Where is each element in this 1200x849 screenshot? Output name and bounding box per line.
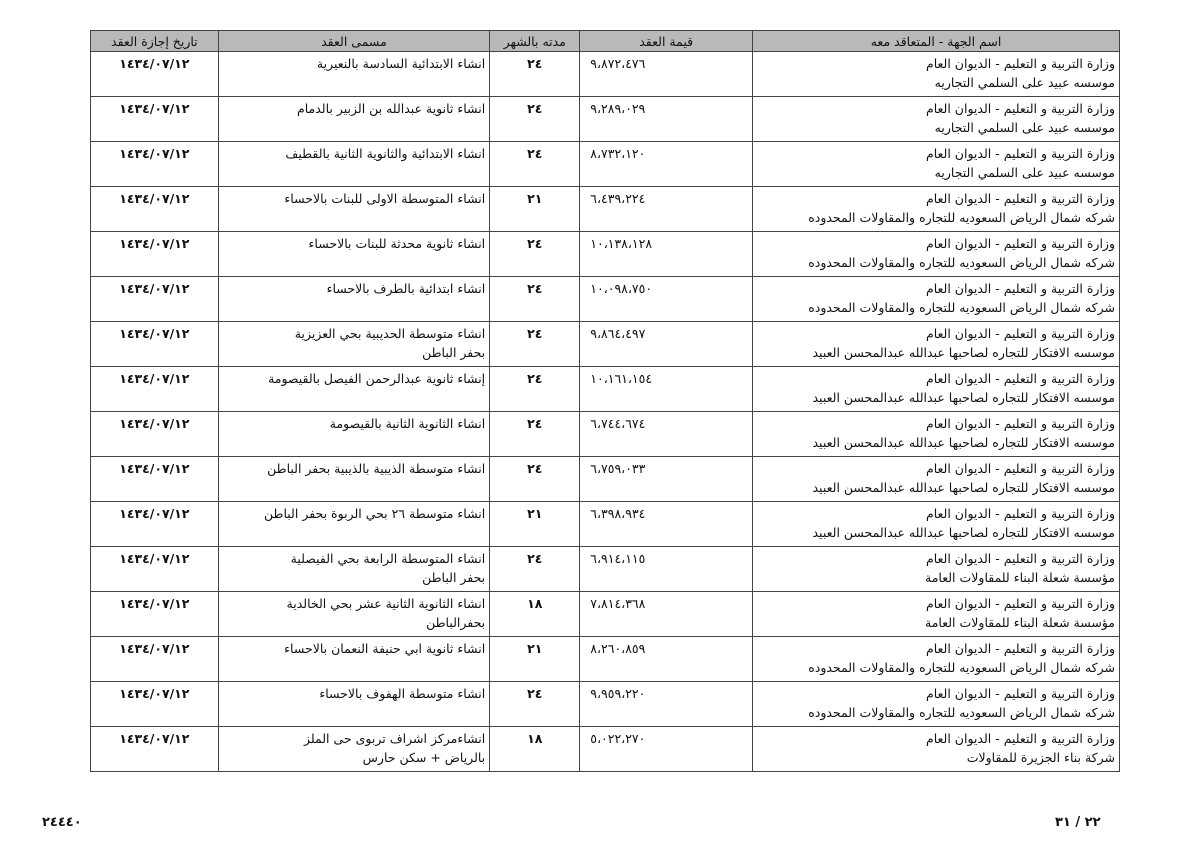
cell-approval-date: ١٤٣٤/٠٧/١٢ xyxy=(91,367,219,412)
entity-ministry: وزارة التربية و التعليم - الديوان العام xyxy=(925,551,1115,566)
cell-contract-value: ٩،٨٧٢،٤٧٦ xyxy=(580,52,753,97)
entity-ministry: وزارة التربية و التعليم - الديوان العام xyxy=(925,416,1115,431)
entity-contractor: شركة بناء الجزيرة للمقاولات xyxy=(966,750,1115,765)
entity-ministry: وزارة التربية و التعليم - الديوان العام xyxy=(925,461,1115,476)
cell-duration-months: ٢٤ xyxy=(490,682,580,727)
entity-ministry: وزارة التربية و التعليم - الديوان العام xyxy=(925,686,1115,701)
cell-duration-months: ٢٤ xyxy=(490,97,580,142)
cell-duration-months: ٢٤ xyxy=(490,322,580,367)
contract-name-line1: انشاءمركز اشراف تربوى حى الملز xyxy=(303,731,486,746)
cell-approval-date: ١٤٣٤/٠٧/١٢ xyxy=(91,97,219,142)
cell-approval-date: ١٤٣٤/٠٧/١٢ xyxy=(91,682,219,727)
entity-contractor: شركه شمال الرياض السعوديه للتجاره والمقاولات المحدوده xyxy=(808,705,1115,720)
document-number: ٢٤٤٤٠ xyxy=(42,815,82,830)
cell-entity xyxy=(753,412,1120,457)
contracts-table xyxy=(90,30,1120,772)
cell-entity xyxy=(753,547,1120,592)
entity-contractor: موسسه الافتكار للتجاره لصاحبها عبدالله عبدالمحسن العبيد xyxy=(812,345,1115,360)
table-row xyxy=(91,682,1120,727)
contract-name-line1: انشاء متوسطة الهفوف بالاحساء xyxy=(319,686,486,701)
cell-contract-name xyxy=(218,52,489,97)
entity-ministry: وزارة التربية و التعليم - الديوان العام xyxy=(925,146,1115,161)
cell-duration-months: ٢٤ xyxy=(490,52,580,97)
table-row xyxy=(91,592,1120,637)
header-duration-months: مدته بالشهر xyxy=(490,31,580,52)
entity-ministry: وزارة التربية و التعليم - الديوان العام xyxy=(925,731,1115,746)
cell-contract-value: ٧،٨١٤،٣٦٨ xyxy=(580,592,753,637)
cell-contract-name xyxy=(218,592,489,637)
entity-ministry: وزارة التربية و التعليم - الديوان العام xyxy=(925,641,1115,656)
entity-contractor: موسسه الافتكار للتجاره لصاحبها عبدالله عبدالمحسن العبيد xyxy=(812,390,1115,405)
cell-approval-date: ١٤٣٤/٠٧/١٢ xyxy=(91,322,219,367)
contract-name-line1: انشاء ثانوية محدثة للبنات بالاحساء xyxy=(308,236,486,251)
cell-duration-months: ٢١ xyxy=(490,502,580,547)
cell-duration-months: ٢٤ xyxy=(490,412,580,457)
table-row xyxy=(91,502,1120,547)
entity-contractor: موسسه عبيد على السلمي التجاريه xyxy=(934,75,1115,90)
cell-contract-value: ٦،٩١٤،١١٥ xyxy=(580,547,753,592)
entity-ministry: وزارة التربية و التعليم - الديوان العام xyxy=(925,101,1115,116)
cell-contract-name xyxy=(218,502,489,547)
entity-contractor: شركه شمال الرياض السعوديه للتجاره والمقاولات المحدوده xyxy=(808,210,1115,225)
contract-name-line1: انشاء ثانوية ابي حنيفة النعمان بالاحساء xyxy=(284,641,486,656)
contract-name-line1: انشاء ابتدائية بالطرف بالاحساء xyxy=(326,281,486,296)
header-contract-name: مسمى العقد xyxy=(218,31,489,52)
cell-contract-value: ١٠،٠٩٨،٧٥٠ xyxy=(580,277,753,322)
table-row xyxy=(91,142,1120,187)
table-row xyxy=(91,97,1120,142)
table-row xyxy=(91,232,1120,277)
cell-entity xyxy=(753,682,1120,727)
header-entity: اسم الجهة - المتعاقد معه xyxy=(753,31,1120,52)
cell-entity xyxy=(753,277,1120,322)
table-row xyxy=(91,367,1120,412)
cell-duration-months: ٢٤ xyxy=(490,457,580,502)
entity-ministry: وزارة التربية و التعليم - الديوان العام xyxy=(925,506,1115,521)
cell-entity xyxy=(753,322,1120,367)
header-approval-date: تاريخ إجازة العقد xyxy=(91,31,219,52)
cell-approval-date: ١٤٣٤/٠٧/١٢ xyxy=(91,457,219,502)
cell-approval-date: ١٤٣٤/٠٧/١٢ xyxy=(91,502,219,547)
table-row xyxy=(91,412,1120,457)
contract-name-line1: انشاء الثانوية الثانية بالقيصومة xyxy=(329,416,486,431)
entity-ministry: وزارة التربية و التعليم - الديوان العام xyxy=(925,56,1115,71)
entity-ministry: وزارة التربية و التعليم - الديوان العام xyxy=(925,326,1115,341)
cell-contract-name xyxy=(218,547,489,592)
table-row xyxy=(91,547,1120,592)
cell-entity xyxy=(753,142,1120,187)
contract-name-line2: بحفر الباطن xyxy=(422,570,486,585)
contract-name-line2: بالرياض + سكن حارس xyxy=(362,750,486,765)
cell-contract-name xyxy=(218,187,489,232)
table-row xyxy=(91,727,1120,772)
cell-duration-months: ٢٤ xyxy=(490,277,580,322)
cell-entity xyxy=(753,502,1120,547)
cell-duration-months: ٢٤ xyxy=(490,547,580,592)
cell-duration-months: ١٨ xyxy=(490,592,580,637)
entity-ministry: وزارة التربية و التعليم - الديوان العام xyxy=(925,596,1115,611)
cell-approval-date: ١٤٣٤/٠٧/١٢ xyxy=(91,52,219,97)
entity-contractor: مؤسسة شعلة البناء للمقاولات العامة xyxy=(925,570,1115,585)
cell-entity xyxy=(753,232,1120,277)
cell-duration-months: ٢١ xyxy=(490,187,580,232)
contract-name-line2: بحفرالباطن xyxy=(426,615,486,630)
table-body xyxy=(91,52,1120,772)
cell-contract-value: ٨،٧٣٢،١٢٠ xyxy=(580,142,753,187)
cell-entity xyxy=(753,97,1120,142)
cell-contract-value: ٩،٩٥٩،٢٢٠ xyxy=(580,682,753,727)
cell-contract-value: ٥،٠٢٢،٢٧٠ xyxy=(580,727,753,772)
entity-contractor: شركه شمال الرياض السعوديه للتجاره والمقاولات المحدوده xyxy=(808,255,1115,270)
contract-name-line1: انشاء الابتدائية السادسة بالنعيرية xyxy=(316,56,486,71)
cell-entity xyxy=(753,592,1120,637)
cell-contract-name xyxy=(218,322,489,367)
cell-contract-name xyxy=(218,412,489,457)
header-contract-value: قيمة العقد xyxy=(580,31,753,52)
cell-duration-months: ٢٤ xyxy=(490,367,580,412)
cell-approval-date: ١٤٣٤/٠٧/١٢ xyxy=(91,637,219,682)
contract-name-line1: إنشاء ثانوية عبدالرحمن الفيصل بالقيصومة xyxy=(268,371,486,386)
cell-contract-name xyxy=(218,457,489,502)
cell-contract-name xyxy=(218,367,489,412)
cell-approval-date: ١٤٣٤/٠٧/١٢ xyxy=(91,412,219,457)
contract-name-line1: انشاء متوسطة الذيبية بالذيبية بحفر الباطن xyxy=(267,461,486,476)
cell-duration-months: ١٨ xyxy=(490,727,580,772)
cell-contract-name xyxy=(218,727,489,772)
contract-name-line1: انشاء متوسطة الحديبية بحي العزيزية xyxy=(294,326,486,341)
entity-contractor: شركه شمال الرياض السعوديه للتجاره والمقاولات المحدوده xyxy=(808,660,1115,675)
entity-contractor: مؤسسة شعلة البناء للمقاولات العامة xyxy=(925,615,1115,630)
entity-ministry: وزارة التربية و التعليم - الديوان العام xyxy=(925,191,1115,206)
cell-contract-value: ٦،٣٩٨،٩٣٤ xyxy=(580,502,753,547)
cell-contract-value: ٦،٧٤٤،٦٧٤ xyxy=(580,412,753,457)
contract-name-line1: انشاء المتوسطة الرابعة بحي الفيصلية xyxy=(290,551,486,566)
cell-contract-name xyxy=(218,277,489,322)
entity-contractor: موسسه الافتكار للتجاره لصاحبها عبدالله عبدالمحسن العبيد xyxy=(812,525,1115,540)
cell-contract-value: ١٠،١٦١،١٥٤ xyxy=(580,367,753,412)
table-row xyxy=(91,322,1120,367)
cell-contract-value: ١٠،١٣٨،١٢٨ xyxy=(580,232,753,277)
cell-approval-date: ١٤٣٤/٠٧/١٢ xyxy=(91,727,219,772)
table-row xyxy=(91,277,1120,322)
cell-duration-months: ٢٤ xyxy=(490,142,580,187)
cell-contract-name xyxy=(218,637,489,682)
entity-ministry: وزارة التربية و التعليم - الديوان العام xyxy=(925,236,1115,251)
contract-name-line1: انشاء متوسطة ٢٦ بحي الربوة بحفر الباطن xyxy=(264,506,486,521)
entity-ministry: وزارة التربية و التعليم - الديوان العام xyxy=(925,371,1115,386)
table-row xyxy=(91,457,1120,502)
cell-approval-date: ١٤٣٤/٠٧/١٢ xyxy=(91,142,219,187)
cell-approval-date: ١٤٣٤/٠٧/١٢ xyxy=(91,592,219,637)
cell-entity xyxy=(753,637,1120,682)
contract-name-line2: بحفر الباطن xyxy=(422,345,486,360)
cell-approval-date: ١٤٣٤/٠٧/١٢ xyxy=(91,547,219,592)
cell-contract-value: ٦،٧٥٩،٠٣٣ xyxy=(580,457,753,502)
cell-entity xyxy=(753,367,1120,412)
cell-contract-name xyxy=(218,142,489,187)
table-row xyxy=(91,52,1120,97)
cell-approval-date: ١٤٣٤/٠٧/١٢ xyxy=(91,232,219,277)
entity-contractor: موسسه عبيد على السلمي التجاريه xyxy=(934,120,1115,135)
entity-ministry: وزارة التربية و التعليم - الديوان العام xyxy=(925,281,1115,296)
table-row xyxy=(91,187,1120,232)
contracts-sheet xyxy=(90,30,1120,772)
cell-duration-months: ٢٤ xyxy=(490,232,580,277)
contract-name-line1: انشاء ثانوية عبدالله بن الزبير بالدمام xyxy=(296,101,486,116)
cell-entity xyxy=(753,457,1120,502)
cell-approval-date: ١٤٣٤/٠٧/١٢ xyxy=(91,277,219,322)
page-number: ٢٢ / ٣١ xyxy=(1055,815,1101,830)
contract-name-line1: انشاء الابتدائية والثانوية الثانية بالقطيف xyxy=(285,146,486,161)
cell-contract-name xyxy=(218,97,489,142)
entity-contractor: موسسه الافتكار للتجاره لصاحبها عبدالله عبدالمحسن العبيد xyxy=(812,480,1115,495)
cell-contract-name xyxy=(218,682,489,727)
contract-name-line1: انشاء الثانوية الثانية عشر بحي الخالدية xyxy=(286,596,486,611)
entity-contractor: موسسه عبيد على السلمي التجاريه xyxy=(934,165,1115,180)
cell-entity xyxy=(753,727,1120,772)
cell-contract-value: ٨،٢٦٠،٨٥٩ xyxy=(580,637,753,682)
cell-contract-value: ٩،٢٨٩،٠٢٩ xyxy=(580,97,753,142)
entity-contractor: شركه شمال الرياض السعوديه للتجاره والمقاولات المحدوده xyxy=(808,300,1115,315)
table-header-row xyxy=(91,31,1120,52)
cell-approval-date: ١٤٣٤/٠٧/١٢ xyxy=(91,187,219,232)
cell-duration-months: ٢١ xyxy=(490,637,580,682)
cell-contract-value: ٩،٨٦٤،٤٩٧ xyxy=(580,322,753,367)
cell-contract-value: ٦،٤٣٩،٢٢٤ xyxy=(580,187,753,232)
entity-contractor: موسسه الافتكار للتجاره لصاحبها عبدالله عبدالمحسن العبيد xyxy=(812,435,1115,450)
cell-contract-name xyxy=(218,232,489,277)
contract-name-line1: انشاء المتوسطة الاولى للبنات بالاحساء xyxy=(284,191,486,206)
cell-entity xyxy=(753,187,1120,232)
table-row xyxy=(91,637,1120,682)
cell-entity xyxy=(753,52,1120,97)
